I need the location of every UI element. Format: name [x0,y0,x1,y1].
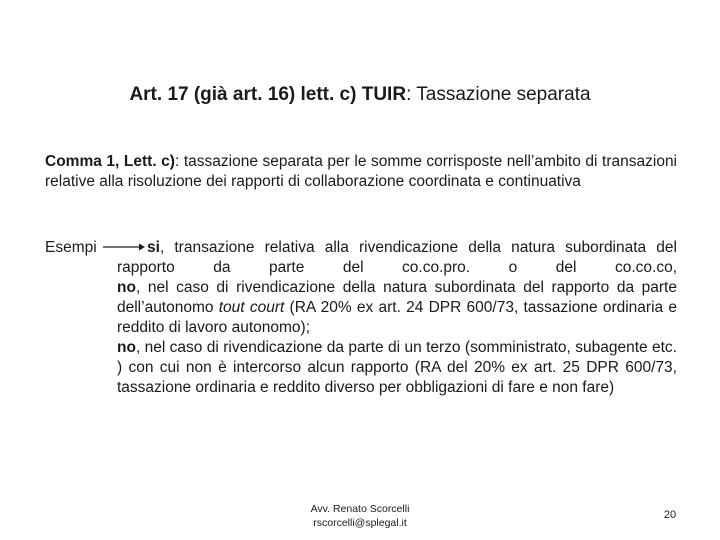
example-item-no-2 [117,338,677,398]
example-keyword: no [117,339,136,356]
example-keyword: si [147,239,160,256]
example-text: , nel caso di rivendicazione della natura subordinata del rapporto da parte dell’autonomo [117,279,677,316]
title-rest: : Tassazione separata [406,84,591,105]
example-text: , transazione relativa alla rivendicazione della natura subordinata del rapporto da parte del co.co.pro. o del co.co.co, [117,239,677,276]
title-bold: Art. 17 (già art. 16) lett. c) TUIR [129,84,407,105]
example-item-no-1 [117,278,677,338]
intro-paragraph [45,152,677,192]
example-keyword: no [117,279,136,296]
footer-email: rscorcelli@splegal.it [313,517,407,529]
paragraph-bold: Comma 1, Lett. c) [45,153,175,170]
example-text: , nel caso di rivendicazione da parte di un terzo (somministrato, subagente etc. ) con cui non è intercorso alcun rapporto (RA del 20% ex art. 25 DPR 600/73, tassazione ordinaria e reddito diverso per obbligazioni di fare e non fare) [117,339,677,396]
paragraph-text: : tassazione separata per le somme corrisposte nell’ambito di transazioni relative alla risoluzione dei rapporti di collaborazione coordinata e continuativa [45,153,678,190]
footer-author: Avv. Renato Scorcelli [310,503,410,515]
footer [270,502,450,530]
example-text: (RA 20% ex art. 24 DPR 600/73, tassazione ordinaria e reddito di lavoro autonomo); [117,299,678,336]
example-item-si [117,238,677,278]
example-italic: tout court [218,299,285,316]
slide-title [0,82,720,108]
page-number: 20 [663,509,677,521]
examples-label: Esempi [45,239,97,256]
examples-list [117,238,677,398]
